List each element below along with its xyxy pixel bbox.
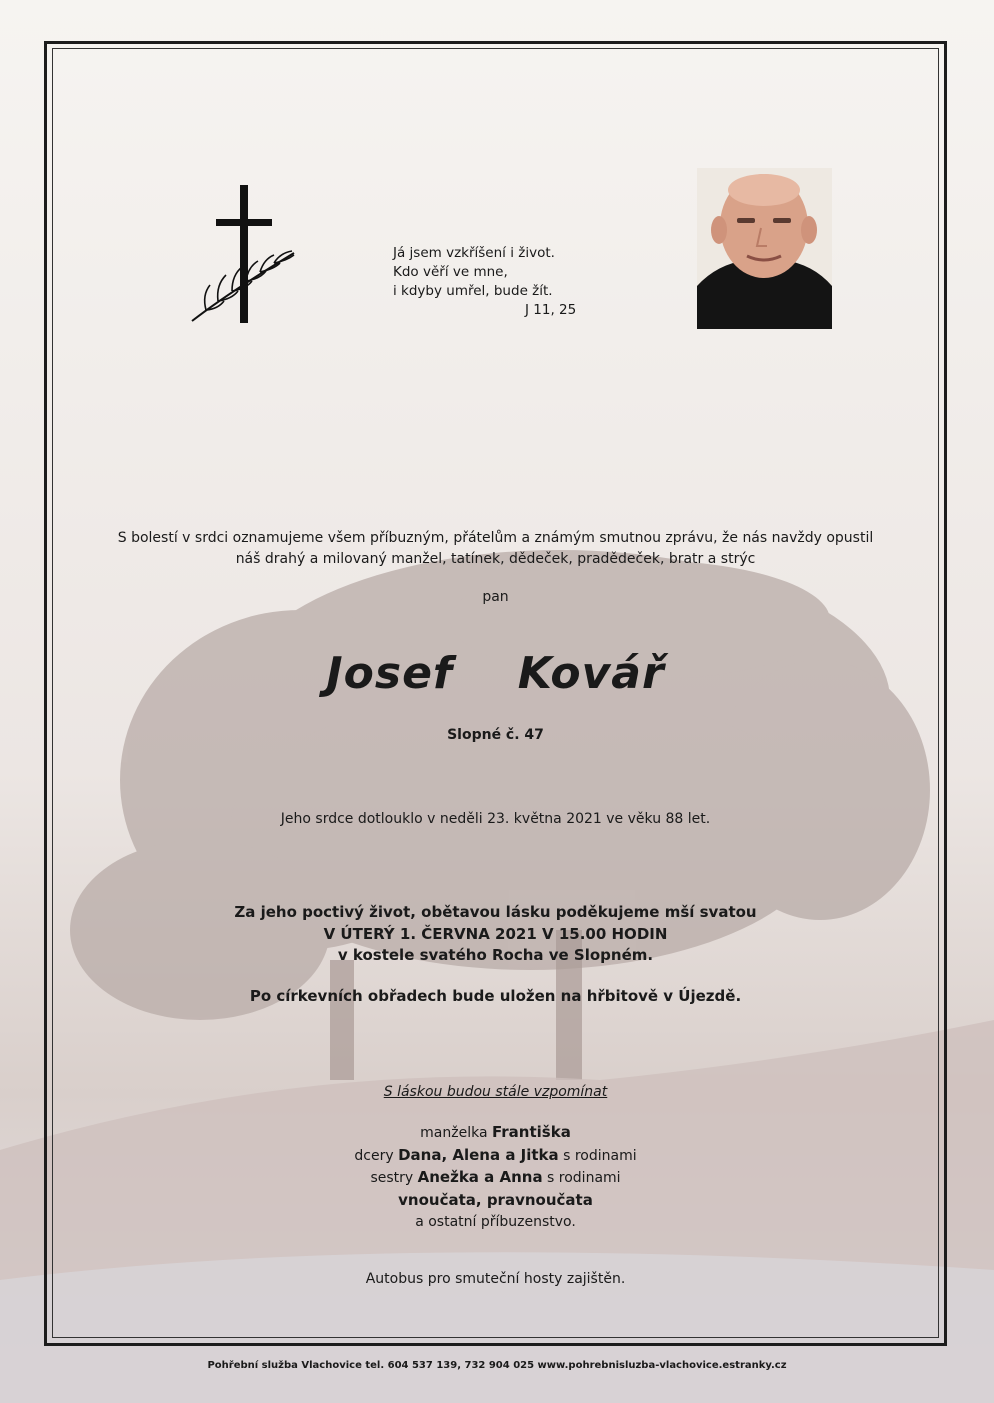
- mourner-name: vnoučata, pravnoučata: [398, 1190, 593, 1209]
- remember-heading: S láskou budou stále vzpomínat: [383, 1084, 608, 1100]
- mourner-wife: [52, 1122, 939, 1145]
- footer-contact: Pohřební služba Vlachovice tel. 604 537 139, 732 904 025 www.pohrebnisluzba-vlachovice.estranky.cz: [207, 1360, 787, 1371]
- portrait-photo: [697, 168, 832, 329]
- deceased-address: Slopné č. 47: [447, 727, 544, 743]
- burial-info: Po církevních obřadech bude uložen na hřbitově v Újezdě.: [249, 987, 742, 1005]
- mourner-relation: manželka: [420, 1125, 488, 1141]
- mourner-grandchildren: [52, 1190, 939, 1213]
- verse-line: Já jsem vzkříšení i život.: [393, 245, 555, 261]
- mourner-others: a ostatní příbuzenstvo.: [415, 1214, 576, 1230]
- bus-note: Autobus pro smuteční hosty zajištěn.: [365, 1271, 626, 1287]
- mourner-suffix: s rodinami: [563, 1147, 637, 1164]
- mourner-relation: sestry: [370, 1170, 414, 1186]
- funeral-line: Za jeho poctivý život, obětavou lásku poděkujeme mší svatou: [234, 903, 757, 921]
- bible-verse: [393, 244, 576, 320]
- deceased-name: Josef Kovář: [326, 648, 665, 699]
- mourner-suffix: s rodinami: [547, 1170, 621, 1186]
- mourner-name: Dana, Alena a Jitka: [398, 1145, 559, 1164]
- announcement-line: náš drahý a milovaný manžel, tatínek, dědeček, pradědeček, bratr a strýc: [235, 551, 756, 567]
- title-word: pan: [482, 589, 509, 605]
- announcement-text: [52, 528, 939, 570]
- mourners-list: [52, 1122, 939, 1234]
- funeral-info: [52, 902, 939, 967]
- mourner-sisters: [52, 1167, 939, 1190]
- announcement-line: S bolestí v srdci oznamujeme všem příbuzným, přátelům a známým smutnou zprávu, že nás navždy opustil: [117, 530, 874, 546]
- death-info: Jeho srdce dotlouklo v neděli 23. května 2021 ve věku 88 let.: [280, 811, 711, 827]
- mourner-name: Františka: [492, 1123, 571, 1141]
- mourner-daughters: [52, 1145, 939, 1168]
- verse-reference: J 11, 25: [525, 302, 577, 318]
- cross-with-palm-icon: [188, 183, 300, 325]
- funeral-location: v kostele svatého Rocha ve Slopném.: [337, 946, 654, 964]
- verse-line: i kdyby umřel, bude žít.: [393, 283, 553, 299]
- verse-line: Kdo věří ve mne,: [393, 264, 508, 280]
- mourner-name: Anežka a Anna: [417, 1168, 543, 1186]
- funeral-date: V ÚTERÝ 1. ČERVNA 2021 V 15.00 HODIN: [323, 924, 668, 943]
- mourner-relation: dcery: [354, 1147, 394, 1164]
